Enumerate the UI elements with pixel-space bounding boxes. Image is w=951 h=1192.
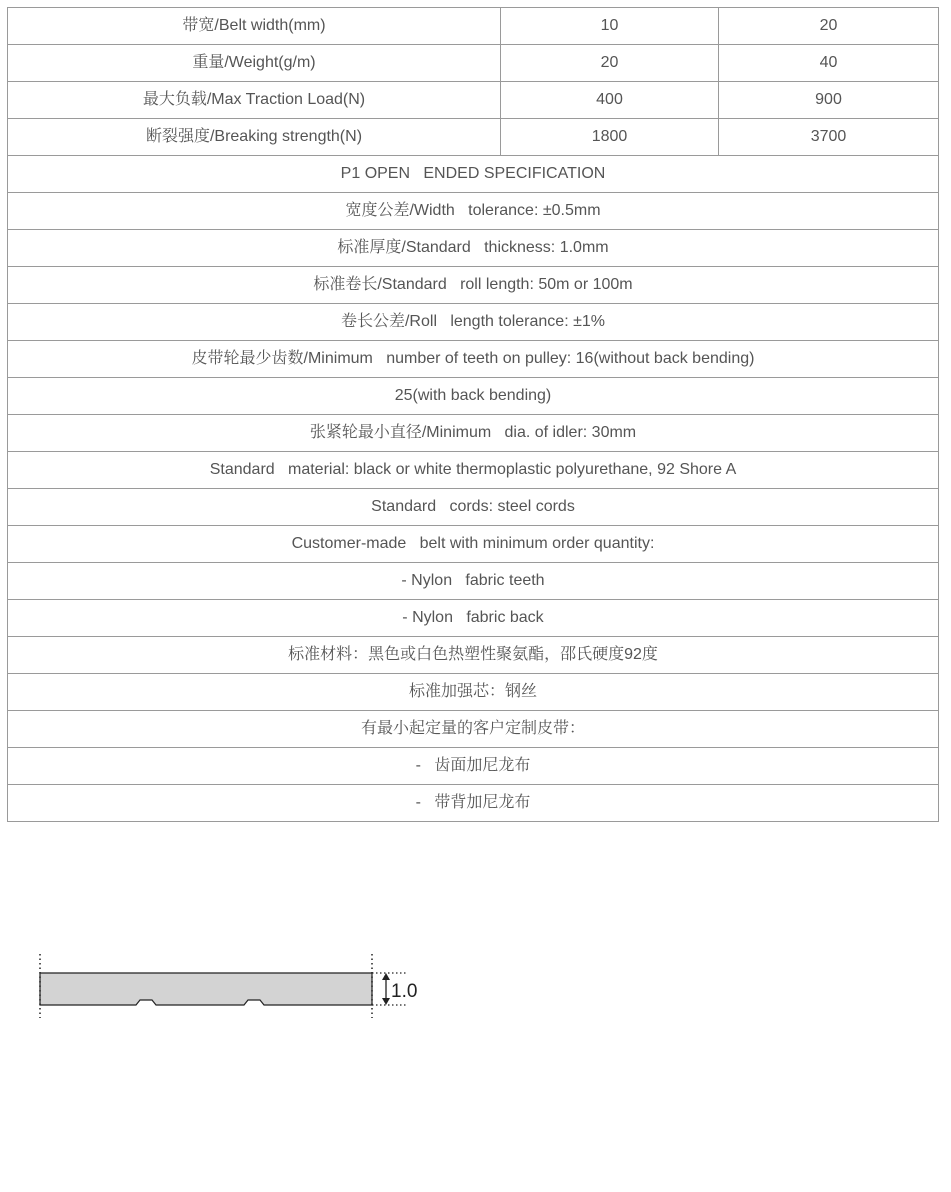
spec-note-title: P1 OPEN ENDED SPECIFICATION [8, 156, 939, 193]
spec-value-1: 10 [501, 8, 719, 45]
spec-note: - Nylon fabric teeth [8, 563, 939, 600]
spec-note-row [8, 156, 939, 193]
spec-value-2: 900 [719, 82, 939, 119]
spec-note: 标准材料：黑色或白色热塑性聚氨酯，邵氏硬度92度 [8, 637, 939, 674]
dimension-arrow-head-top [382, 973, 390, 980]
spec-note-row [8, 785, 939, 822]
spec-note: - 带背加尼龙布 [8, 785, 939, 822]
spec-note: 张紧轮最小直径/Minimum dia. of idler: 30mm [8, 415, 939, 452]
spec-note: Standard cords: steel cords [8, 489, 939, 526]
belt-cross-section [40, 973, 372, 1005]
spec-note-row [8, 452, 939, 489]
spec-note: 25(with back bending) [8, 378, 939, 415]
spec-note-row [8, 415, 939, 452]
spec-value-1: 1800 [501, 119, 719, 156]
spec-note-row [8, 193, 939, 230]
spec-note-row [8, 600, 939, 637]
spec-note-row [8, 230, 939, 267]
spec-row-weight [8, 45, 939, 82]
spec-value-2: 40 [719, 45, 939, 82]
spec-note: Standard material: black or white thermoplastic polyurethane, 92 Shore A [8, 452, 939, 489]
spec-label: 最大负载/Max Traction Load(N) [8, 82, 501, 119]
spec-value-2: 3700 [719, 119, 939, 156]
spec-note-row [8, 489, 939, 526]
spec-value-2: 20 [719, 8, 939, 45]
spec-note-row [8, 563, 939, 600]
spec-label: 重量/Weight(g/m) [8, 45, 501, 82]
dimension-arrow-head-bottom [382, 998, 390, 1005]
spec-label: 带宽/Belt width(mm) [8, 8, 501, 45]
spec-row-belt-width [8, 8, 939, 45]
spec-note-row [8, 748, 939, 785]
spec-note-row [8, 304, 939, 341]
spec-note-row [8, 711, 939, 748]
spec-note: 皮带轮最少齿数/Minimum number of teeth on pulley: 16(without back bending) [8, 341, 939, 378]
spec-note: - 齿面加尼龙布 [8, 748, 939, 785]
spec-note: 卷长公差/Roll length tolerance: ±1% [8, 304, 939, 341]
spec-note-row [8, 637, 939, 674]
spec-value-1: 400 [501, 82, 719, 119]
spec-note: 标准卷长/Standard roll length: 50m or 100m [8, 267, 939, 304]
spec-label: 断裂强度/Breaking strength(N) [8, 119, 501, 156]
spec-note-row [8, 674, 939, 711]
thickness-label: 1.0 [391, 981, 418, 1002]
spec-note-row [8, 267, 939, 304]
spec-note: Customer-made belt with minimum order quantity: [8, 526, 939, 563]
spec-note: 标准加强芯：钢丝 [8, 674, 939, 711]
spec-value-1: 20 [501, 45, 719, 82]
spec-note-row [8, 341, 939, 378]
belt-profile-diagram [30, 950, 450, 1030]
spec-note-row [8, 378, 939, 415]
spec-note: 标准厚度/Standard thickness: 1.0mm [8, 230, 939, 267]
spec-note: 宽度公差/Width tolerance: ±0.5mm [8, 193, 939, 230]
spec-row-breaking-strength [8, 119, 939, 156]
spec-note: - Nylon fabric back [8, 600, 939, 637]
spec-table [7, 7, 939, 822]
spec-row-max-load [8, 82, 939, 119]
spec-note: 有最小起定量的客户定制皮带： [8, 711, 939, 748]
spec-note-row [8, 526, 939, 563]
